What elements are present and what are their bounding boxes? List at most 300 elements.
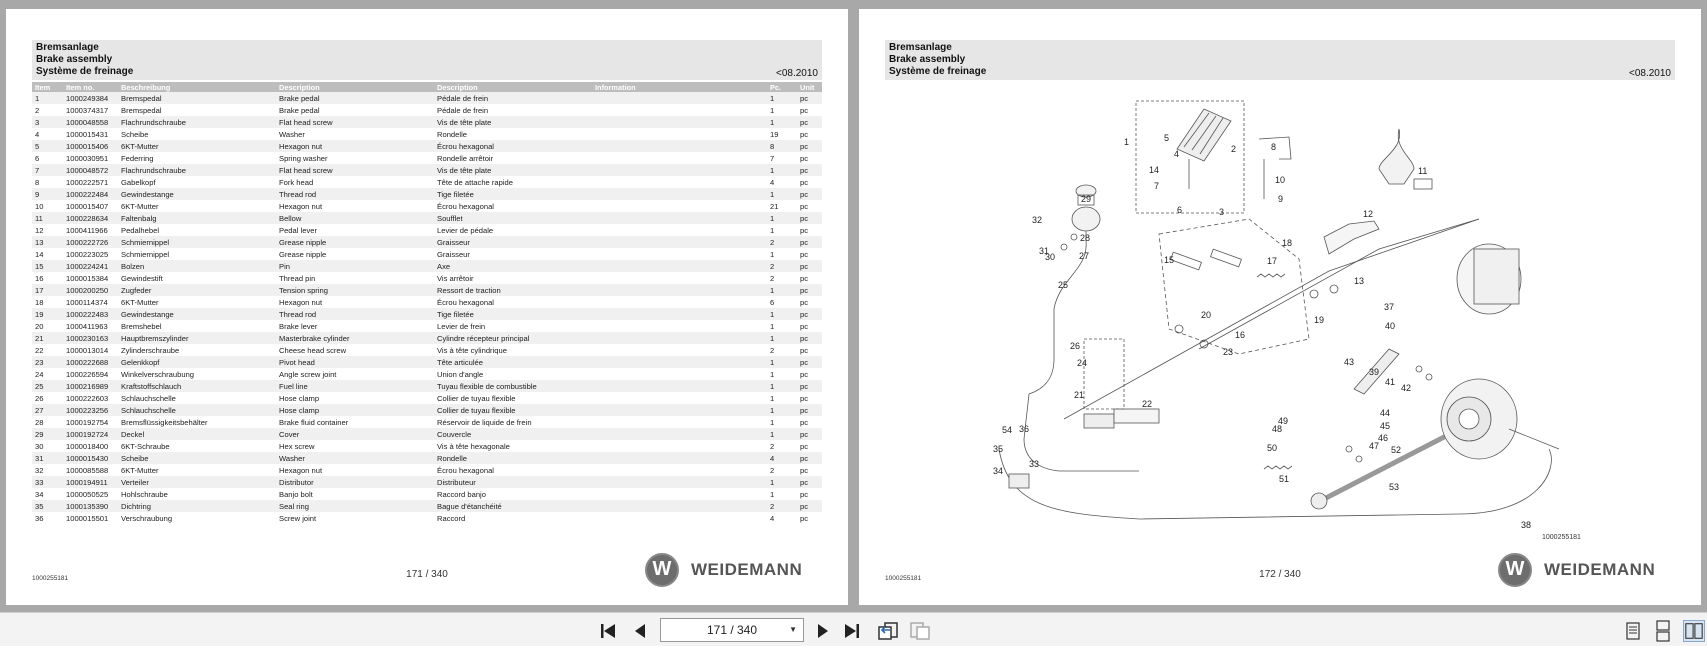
table-cell: 18 bbox=[35, 297, 44, 307]
diagram-callout: 38 bbox=[1521, 520, 1532, 530]
diagram-callout: 13 bbox=[1354, 276, 1365, 286]
diagram-callout: 33 bbox=[1029, 459, 1040, 469]
title-en: Brake assembly bbox=[36, 54, 113, 65]
table-cell: 32 bbox=[35, 465, 44, 475]
table-cell: Graisseur bbox=[437, 249, 470, 259]
table-cell: Hexagon nut bbox=[279, 201, 323, 211]
diagram-callout: 47 bbox=[1369, 441, 1380, 451]
diagram-callout: 15 bbox=[1164, 255, 1175, 265]
column-header: Description bbox=[276, 82, 434, 92]
left-page bbox=[6, 9, 848, 605]
title-fr: Système de freinage bbox=[36, 66, 134, 77]
table-cell: pc bbox=[800, 369, 809, 379]
table-cell: Zylinderschraube bbox=[121, 345, 180, 355]
table-header-row bbox=[32, 82, 822, 92]
table-cell: Vis arrêtoir bbox=[437, 273, 474, 283]
table-cell bbox=[592, 140, 767, 152]
table-cell bbox=[592, 188, 767, 200]
table-cell: Deckel bbox=[118, 428, 276, 440]
page-number-field[interactable] bbox=[660, 618, 804, 642]
table-cell: Washer bbox=[276, 452, 434, 464]
footer-code: 1000255181 bbox=[885, 575, 922, 582]
table-cell: 1 bbox=[770, 393, 775, 403]
table-row bbox=[32, 452, 822, 464]
two-page-view-icon[interactable] bbox=[1683, 620, 1705, 642]
table-cell: Tension spring bbox=[276, 284, 434, 296]
table-cell: pc bbox=[797, 500, 822, 512]
table-cell: Distributor bbox=[276, 476, 434, 488]
table-cell: 21 bbox=[32, 332, 63, 344]
table-cell: 1000050525 bbox=[66, 489, 109, 499]
table-cell: Pédale de frein bbox=[437, 105, 489, 115]
table-cell: Scheibe bbox=[121, 129, 149, 139]
table-cell: Union d'angle bbox=[437, 369, 484, 379]
table-cell: 6KT-Mutter bbox=[121, 465, 159, 475]
table-cell: Pedalhebel bbox=[121, 225, 160, 235]
table-cell: Tuyau flexible de combustible bbox=[434, 380, 592, 392]
table-cell: 1000192754 bbox=[66, 417, 109, 427]
table-cell: Fork head bbox=[279, 177, 314, 187]
table-cell: Spring washer bbox=[279, 153, 328, 163]
diagram-callout: 31 bbox=[1039, 246, 1050, 256]
table-cell: pc bbox=[800, 393, 809, 403]
table-cell: Gabelkopf bbox=[121, 177, 156, 187]
table-row bbox=[32, 488, 822, 500]
table-cell bbox=[592, 476, 767, 488]
table-cell: pc bbox=[797, 212, 822, 224]
table-row bbox=[32, 476, 822, 488]
table-cell: Réservoir de liquide de frein bbox=[437, 417, 532, 427]
table-cell: 1000374317 bbox=[66, 105, 109, 115]
diagram-callout: 51 bbox=[1279, 474, 1290, 484]
title-fr: Système de freinage bbox=[889, 66, 987, 77]
page-number-value: 171 / 340 bbox=[706, 623, 758, 637]
table-row bbox=[32, 464, 822, 476]
table-cell: Brake pedal bbox=[279, 105, 320, 115]
table-cell: pc bbox=[800, 105, 809, 115]
table-cell: Schlauchschelle bbox=[118, 404, 276, 416]
first-page-icon[interactable] bbox=[598, 621, 618, 641]
table-row bbox=[32, 188, 822, 200]
diagram-callout: 8 bbox=[1271, 142, 1277, 152]
table-cell: Flachrundschraube bbox=[118, 164, 276, 176]
diagram-callout: 19 bbox=[1314, 315, 1325, 325]
table-cell: pc bbox=[800, 129, 809, 139]
table-cell: Masterbrake cylinder bbox=[276, 332, 434, 344]
table-cell: 1000222688 bbox=[63, 356, 118, 368]
diagram-callout: 32 bbox=[1032, 215, 1043, 225]
table-cell: Bremshebel bbox=[121, 321, 162, 331]
table-cell bbox=[592, 296, 767, 308]
table-cell: Angle screw joint bbox=[279, 369, 337, 379]
weidemann-logo bbox=[645, 551, 830, 589]
table-cell: 2 bbox=[767, 260, 797, 272]
table-cell: Raccord banjo bbox=[437, 489, 486, 499]
table-cell: 1000411966 bbox=[66, 225, 108, 235]
table-cell: Gewindestange bbox=[118, 308, 276, 320]
column-header: Beschreibung bbox=[118, 82, 276, 92]
table-cell: 30 bbox=[35, 441, 44, 451]
table-cell: 6 bbox=[770, 297, 775, 307]
table-cell: 1 bbox=[767, 164, 797, 176]
table-cell: 2 bbox=[770, 345, 775, 355]
table-cell: 21 bbox=[770, 201, 779, 211]
table-cell: 3 bbox=[32, 116, 63, 128]
table-cell: Grease nipple bbox=[279, 249, 327, 259]
table-cell: Bolzen bbox=[118, 260, 276, 272]
table-cell: 29 bbox=[32, 428, 63, 440]
table-cell: 1000015407 bbox=[66, 201, 109, 211]
table-cell: 2 bbox=[770, 441, 775, 451]
table-cell: 1000013014 bbox=[66, 345, 109, 355]
table-cell: 1 bbox=[767, 284, 797, 296]
table-cell: Pin bbox=[276, 260, 434, 272]
table-cell: 1000226594 bbox=[66, 369, 109, 379]
table-cell: 22 bbox=[35, 345, 44, 355]
table-cell: 14 bbox=[35, 249, 44, 259]
diagram-callout: 22 bbox=[1142, 399, 1153, 409]
table-body bbox=[32, 92, 822, 524]
go-forward-icon[interactable] bbox=[908, 621, 932, 641]
logo-mark-icon: W bbox=[645, 553, 679, 587]
table-row bbox=[32, 164, 822, 176]
table-cell bbox=[592, 368, 767, 380]
table-cell: Gelenkkopf bbox=[118, 356, 276, 368]
table-cell: Zugfeder bbox=[118, 284, 276, 296]
table-cell: 27 bbox=[32, 404, 63, 416]
table-cell: 1000135390 bbox=[63, 500, 118, 512]
diagram-callout: 27 bbox=[1079, 251, 1090, 261]
table-cell: 7 bbox=[32, 164, 63, 176]
table-cell: Pivot head bbox=[276, 356, 434, 368]
diagram-callout: 28 bbox=[1080, 233, 1091, 243]
table-cell: Banjo bolt bbox=[279, 489, 313, 499]
table-cell: 1 bbox=[767, 404, 797, 416]
table-cell: 6KT-Schraube bbox=[121, 441, 170, 451]
single-page-view-icon[interactable] bbox=[1622, 620, 1644, 642]
previous-page-icon[interactable] bbox=[631, 621, 651, 641]
table-cell: 5 bbox=[32, 140, 63, 152]
table-cell: 1000222726 bbox=[63, 236, 118, 248]
table-cell: 33 bbox=[32, 476, 63, 488]
table-row bbox=[32, 176, 822, 188]
table-cell: pc bbox=[797, 164, 822, 176]
table-cell: 1 bbox=[767, 356, 797, 368]
table-cell: pc bbox=[800, 201, 809, 211]
page-header bbox=[32, 40, 822, 80]
table-cell: 15 bbox=[32, 260, 63, 272]
diagram-callout: 12 bbox=[1363, 209, 1374, 219]
table-row bbox=[32, 236, 822, 248]
table-cell bbox=[592, 212, 767, 224]
table-cell: Thread rod bbox=[276, 188, 434, 200]
table-cell: 24 bbox=[35, 369, 44, 379]
table-cell: Écrou hexagonal bbox=[434, 140, 592, 152]
table-cell bbox=[592, 440, 767, 452]
table-cell: pc bbox=[800, 489, 809, 499]
table-cell: Écrou hexagonal bbox=[437, 465, 494, 475]
table-cell: pc bbox=[800, 297, 809, 307]
table-cell: pc bbox=[800, 153, 809, 163]
diagram-callout: 45 bbox=[1380, 421, 1391, 431]
diagram-callout: 14 bbox=[1149, 165, 1160, 175]
table-cell: 1000194911 bbox=[63, 476, 118, 488]
diagram-callout: 24 bbox=[1077, 358, 1088, 368]
table-cell: 2 bbox=[770, 273, 775, 283]
table-cell: Thread rod bbox=[276, 308, 434, 320]
table-cell: Schmiernippel bbox=[121, 249, 170, 259]
table-cell: Dichtring bbox=[118, 500, 276, 512]
table-cell: Hexagon nut bbox=[276, 140, 434, 152]
table-cell: Brake pedal bbox=[276, 92, 434, 104]
next-page-icon[interactable] bbox=[812, 621, 832, 641]
table-cell: Screw joint bbox=[279, 513, 317, 523]
go-back-icon[interactable] bbox=[876, 621, 900, 641]
table-cell: Thread pin bbox=[279, 273, 316, 283]
table-cell: 1 bbox=[767, 428, 797, 440]
validity-date: <08.2010 bbox=[776, 68, 818, 79]
table-cell: 1 bbox=[770, 489, 775, 499]
table-cell: 4 bbox=[35, 129, 40, 139]
diagram-callout: 54 bbox=[1002, 425, 1013, 435]
table-cell: Gewindestift bbox=[121, 273, 163, 283]
table-cell: 1000030951 bbox=[66, 153, 109, 163]
table-cell: Faltenbalg bbox=[118, 212, 276, 224]
table-cell: Flachrundschraube bbox=[118, 116, 276, 128]
validity-date: <08.2010 bbox=[1629, 68, 1671, 79]
table-cell bbox=[592, 464, 767, 476]
diagram-callout: 43 bbox=[1344, 357, 1355, 367]
table-cell: 1000230163 bbox=[63, 332, 118, 344]
table-cell bbox=[592, 392, 767, 404]
table-cell: 1 bbox=[767, 380, 797, 392]
diagram-callout: 44 bbox=[1380, 408, 1391, 418]
table-cell: 1000222484 bbox=[63, 188, 118, 200]
diagram-callout: 7 bbox=[1154, 181, 1160, 191]
diagram-callout: 40 bbox=[1385, 321, 1396, 331]
table-cell: Gewindestange bbox=[118, 188, 276, 200]
table-cell: pc bbox=[797, 92, 822, 104]
chevron-down-icon[interactable]: ▼ bbox=[789, 625, 797, 634]
table-cell: pc bbox=[797, 284, 822, 296]
table-cell: Brake fluid container bbox=[279, 417, 349, 427]
table-cell bbox=[592, 500, 767, 512]
table-cell bbox=[592, 404, 767, 416]
table-row bbox=[32, 296, 822, 308]
diagram-callout: 41 bbox=[1385, 377, 1396, 387]
table-cell: Bremspedal bbox=[121, 105, 162, 115]
continuous-view-icon[interactable] bbox=[1652, 620, 1674, 642]
table-cell: 6KT-Mutter bbox=[121, 297, 159, 307]
table-row bbox=[32, 392, 822, 404]
table-cell: 1000216989 bbox=[63, 380, 118, 392]
table-row bbox=[32, 332, 822, 344]
table-cell: 1000249384 bbox=[63, 92, 118, 104]
table-cell: Vis à tête hexagonale bbox=[437, 441, 510, 451]
table-cell: 28 bbox=[35, 417, 44, 427]
table-cell: pc bbox=[800, 321, 809, 331]
table-cell: 1000411963 bbox=[66, 321, 108, 331]
table-cell: Distributeur bbox=[434, 476, 592, 488]
table-cell: 1000018400 bbox=[66, 441, 109, 451]
table-cell: pc bbox=[797, 428, 822, 440]
diagram-callout: 34 bbox=[993, 466, 1004, 476]
diagram-callout: 5 bbox=[1164, 133, 1170, 143]
table-cell: pc bbox=[797, 452, 822, 464]
table-cell: 1000223025 bbox=[66, 249, 109, 259]
diagram-callout: 42 bbox=[1401, 383, 1412, 393]
column-header: Description bbox=[434, 82, 592, 92]
diagram-callout: 35 bbox=[993, 444, 1004, 454]
table-row bbox=[32, 260, 822, 272]
table-cell bbox=[592, 488, 767, 500]
title-en: Brake assembly bbox=[889, 54, 966, 65]
table-cell: 1 bbox=[770, 105, 775, 115]
table-cell: Vis de tête plate bbox=[434, 164, 592, 176]
table-cell: pc bbox=[800, 417, 809, 427]
table-cell: Brake lever bbox=[279, 321, 318, 331]
table-cell bbox=[592, 248, 767, 260]
table-cell: 6 bbox=[35, 153, 40, 163]
table-cell: 1 bbox=[770, 249, 775, 259]
parts-table bbox=[32, 82, 822, 524]
table-cell: 1 bbox=[770, 417, 775, 427]
table-cell: pc bbox=[797, 356, 822, 368]
table-row bbox=[32, 248, 822, 260]
table-cell: 20 bbox=[35, 321, 44, 331]
column-header: Pc. bbox=[767, 82, 797, 92]
table-cell: Tige filetée bbox=[434, 188, 592, 200]
title-de: Bremsanlage bbox=[889, 42, 952, 53]
table-cell bbox=[592, 332, 767, 344]
table-cell: Écrou hexagonal bbox=[437, 201, 494, 211]
table-cell: 1000085588 bbox=[66, 465, 109, 475]
table-row bbox=[32, 104, 822, 116]
diagram-callout: 37 bbox=[1384, 302, 1395, 312]
table-cell: Hohlschraube bbox=[121, 489, 168, 499]
table-cell bbox=[592, 428, 767, 440]
table-cell: Winkelverschraubung bbox=[121, 369, 195, 379]
diagram-callout: 39 bbox=[1369, 367, 1380, 377]
table-cell: pc bbox=[800, 441, 809, 451]
table-cell: pc bbox=[800, 513, 809, 523]
table-cell bbox=[592, 200, 767, 212]
table-cell: 31 bbox=[32, 452, 63, 464]
table-cell bbox=[592, 380, 767, 392]
table-row bbox=[32, 404, 822, 416]
table-cell bbox=[592, 92, 767, 104]
diagram-callout: 53 bbox=[1389, 482, 1400, 492]
table-cell: Rondelle bbox=[437, 129, 467, 139]
table-row bbox=[32, 320, 822, 332]
table-cell: pc bbox=[797, 476, 822, 488]
table-cell: 4 bbox=[767, 452, 797, 464]
table-row bbox=[32, 440, 822, 452]
table-cell: Rondelle bbox=[434, 452, 592, 464]
table-cell: 1000192724 bbox=[63, 428, 118, 440]
table-cell: 1000222483 bbox=[63, 308, 118, 320]
table-cell bbox=[592, 224, 767, 236]
diagram-callout: 11 bbox=[1418, 166, 1428, 176]
table-cell: 1 bbox=[767, 332, 797, 344]
table-cell: Écrou hexagonal bbox=[437, 297, 494, 307]
table-row bbox=[32, 500, 822, 512]
table-cell bbox=[592, 416, 767, 428]
diagram-code: 1000255181 bbox=[1542, 534, 1581, 541]
last-page-icon[interactable] bbox=[842, 621, 862, 641]
table-row bbox=[32, 92, 822, 104]
table-cell: Hexagon nut bbox=[279, 465, 323, 475]
diagram-callout: 48 bbox=[1272, 424, 1283, 434]
table-row bbox=[32, 416, 822, 428]
table-cell: pc bbox=[797, 116, 822, 128]
table-cell: 2 bbox=[767, 236, 797, 248]
table-cell: 1000222571 bbox=[66, 177, 109, 187]
table-cell: 36 bbox=[35, 513, 44, 523]
table-cell bbox=[592, 116, 767, 128]
table-cell: 1000114374 bbox=[66, 297, 108, 307]
table-cell: 1000228634 bbox=[63, 212, 118, 224]
table-cell: pc bbox=[800, 225, 809, 235]
diagram-callout: 1 bbox=[1124, 137, 1130, 147]
table-row bbox=[32, 380, 822, 392]
diagram-callout: 17 bbox=[1267, 256, 1278, 266]
table-cell: 6KT-Mutter bbox=[118, 140, 276, 152]
table-cell: pc bbox=[797, 332, 822, 344]
table-cell: 1000200250 bbox=[63, 284, 118, 296]
table-cell: 4 bbox=[770, 177, 775, 187]
table-cell: 1 bbox=[767, 92, 797, 104]
diagram-callout: 16 bbox=[1235, 330, 1246, 340]
diagram-callout: 10 bbox=[1275, 175, 1286, 185]
table-cell: Soufflet bbox=[434, 212, 592, 224]
table-cell: pc bbox=[800, 249, 809, 259]
diagram-callout: 30 bbox=[1045, 252, 1056, 262]
diagram-callout: 29 bbox=[1081, 194, 1092, 204]
table-row bbox=[32, 116, 822, 128]
table-cell: 19 bbox=[770, 129, 779, 139]
table-cell: 34 bbox=[35, 489, 44, 499]
table-cell: 1 bbox=[770, 321, 775, 331]
diagram-callout: 46 bbox=[1378, 433, 1389, 443]
table-cell: 1000224241 bbox=[63, 260, 118, 272]
column-header: Unit bbox=[797, 82, 822, 92]
viewer-toolbar bbox=[0, 612, 1707, 646]
table-row bbox=[32, 212, 822, 224]
table-cell: 1 bbox=[32, 92, 63, 104]
table-cell bbox=[592, 260, 767, 272]
table-cell: 1 bbox=[767, 188, 797, 200]
table-row bbox=[32, 308, 822, 320]
diagram-callout: 26 bbox=[1070, 341, 1081, 351]
table-cell: pc bbox=[800, 273, 809, 283]
table-cell: 8 bbox=[35, 177, 40, 187]
table-cell bbox=[592, 344, 767, 356]
table-cell: 1000015406 bbox=[63, 140, 118, 152]
table-cell: Bague d'étanchéité bbox=[434, 500, 592, 512]
table-cell: Collier de tuyau flexible bbox=[437, 393, 516, 403]
table-row bbox=[32, 512, 822, 524]
diagram-callout: 50 bbox=[1267, 443, 1278, 453]
diagram-callout: 3 bbox=[1219, 207, 1225, 217]
table-cell: Federring bbox=[121, 153, 154, 163]
table-cell bbox=[592, 308, 767, 320]
table-cell: 2 bbox=[35, 105, 40, 115]
table-row bbox=[32, 344, 822, 356]
table-cell: pc bbox=[800, 465, 809, 475]
weidemann-logo bbox=[1498, 551, 1683, 589]
table-cell: pc bbox=[797, 260, 822, 272]
